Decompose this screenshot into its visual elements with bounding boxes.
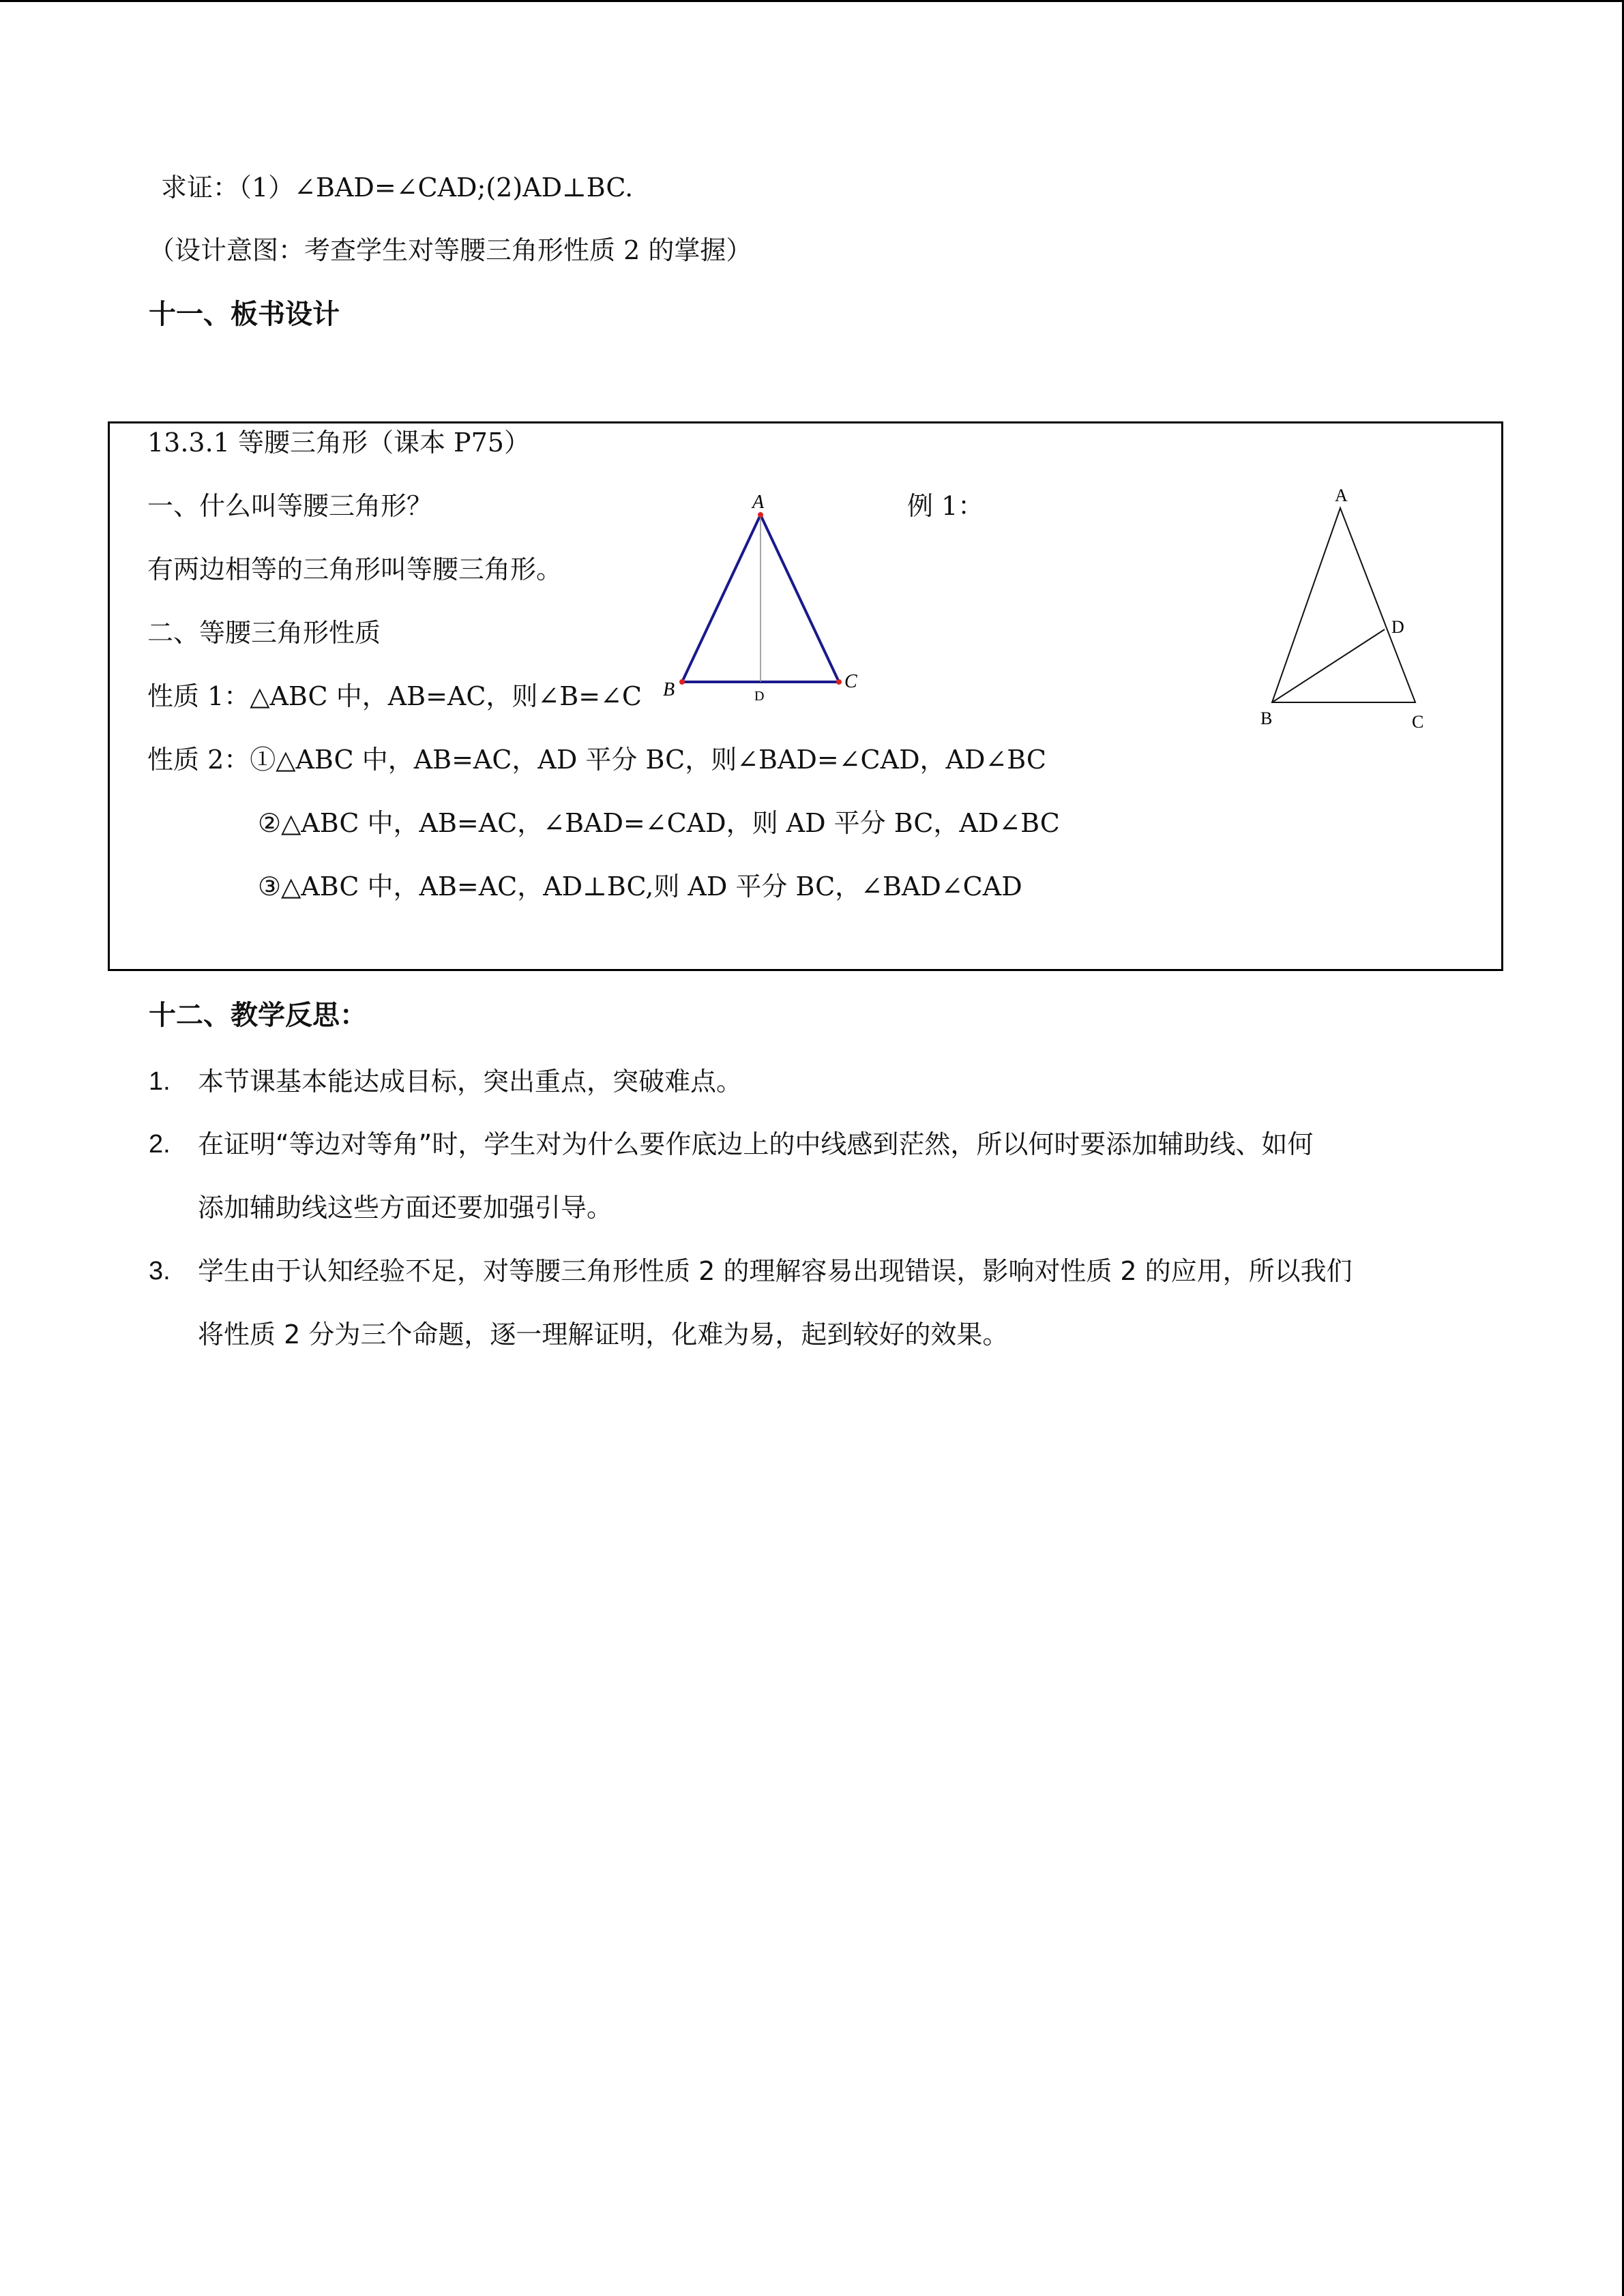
segment-bd <box>1272 629 1385 702</box>
fig2-label-c: C <box>1412 712 1424 732</box>
section-12-heading: 十二、教学反思： <box>149 1000 367 1031</box>
vertex-a-dot <box>758 512 763 518</box>
reflection-3-line-1: 学生由于认知经验不足，对等腰三角形性质 2 的理解容易出现错误，影响对性质 2 的应用，所以我们 <box>198 1256 1353 1286</box>
reflection-1-line-1: 本节课基本能达成目标，突出重点，突破难点。 <box>198 1067 743 1097</box>
example-1-triangle-figure <box>1248 481 1453 740</box>
fig2-label-a: A <box>1335 486 1348 505</box>
board-example-label: 例 1： <box>907 491 984 521</box>
reflection-2-number: 2. <box>149 1130 171 1159</box>
reflection-2-line-2: 添加辅助线这些方面还要加强引导。 <box>198 1193 613 1223</box>
section-11-heading: 十一、板书设计 <box>149 299 340 330</box>
board-property-2-a: 性质 2：①△ABC 中，AB=AC，AD 平分 BC，则∠BAD=∠CAD，AD∠BC <box>147 745 1046 775</box>
board-title: 13.3.1 等腰三角形（课本 P75） <box>147 428 530 458</box>
board-property-1: 性质 1：△ABC 中，AB=AC，则∠B=∠C <box>147 681 642 711</box>
reflection-1-number: 1. <box>149 1067 171 1096</box>
design-intent: （设计意图：考查学生对等腰三角形性质 2 的掌握） <box>149 235 752 265</box>
triangle-abc-example <box>1272 508 1415 702</box>
reflection-2-line-1: 在证明“等边对等角”时，学生对为什么要作底边上的中线感到茫然，所以何时要添加辅助线、如何 <box>198 1129 1314 1159</box>
board-question-2: 二、等腰三角形性质 <box>147 618 381 648</box>
fig2-label-b: B <box>1260 709 1273 728</box>
fig1-label-d: D <box>754 689 765 704</box>
fig2-label-d: D <box>1391 617 1404 637</box>
fig1-label-c: C <box>844 671 857 692</box>
board-property-2-b: ②△ABC 中，AB=AC，∠BAD=∠CAD，则 AD 平分 BC，AD∠BC <box>258 808 1060 838</box>
board-question-1: 一、什么叫等腰三角形？ <box>147 491 433 521</box>
vertex-b-dot <box>679 679 685 685</box>
proof-statement: 求证：（1）∠BAD=∠CAD;(2)AD⊥BC. <box>161 173 634 203</box>
isosceles-triangle-figure <box>655 488 873 706</box>
board-definition: 有两边相等的三角形叫等腰三角形。 <box>147 554 563 584</box>
board-property-2-c: ③△ABC 中，AB=AC，AD⊥BC,则 AD 平分 BC，∠BAD∠CAD <box>258 871 1022 901</box>
fig1-label-a: A <box>752 492 765 513</box>
vertex-c-dot <box>836 679 842 685</box>
fig1-label-b: B <box>663 679 675 700</box>
reflection-3-line-2: 将性质 2 分为三个命题，逐一理解证明，化难为易，起到较好的效果。 <box>198 1320 1009 1350</box>
page-border-top <box>0 0 1624 2</box>
reflection-3-number: 3. <box>149 1257 171 1285</box>
